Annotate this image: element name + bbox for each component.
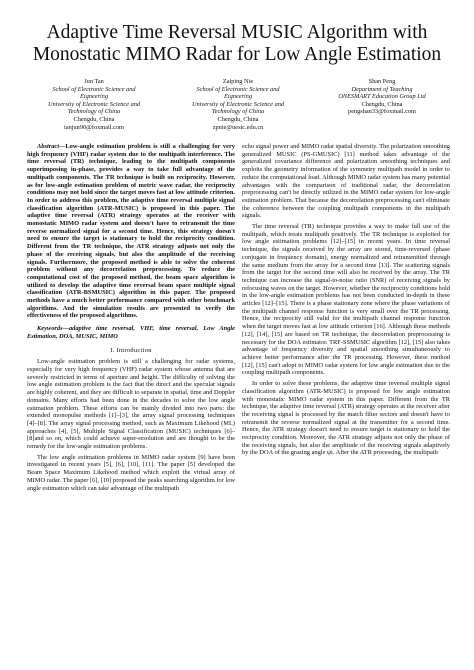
- body-paragraph: In order to solve these problems, the adaptive time reversal multiple signal classification algorithm (ATR-MUSIC) is proposed for low angle estimation with monostatic MIMO radar system in this paper. Different from the TR technique, the adaptive time reversal (ATR) strategy operates at the receiver after the receiving signal is processed by the match filter sectors and doesn't have to retransmit the reverse normalized signal at the transmitter for a second time. Hence, the ATR strategy doesn't need to ensure target is stationary to hold the reciprocity condition. Moreover, the ATR strategy adjusts not only the phase of the receiving signals, but also the amplitude of the receiving signals adaptively by the DOA of the grazing angle ψi. After the ATR processing, the multipath: [242, 380, 450, 457]
- body-paragraph: The low angle estimation problems in MIMO radar system [9] have been investigated in recent years [5], [6], [10], [11]. The paper [5] developed the Beam Space Maximum Likehood method which exploit the virtual array of MIMO radar. The paper [6], [10] proposed the peaks searching algorithm for low angle estimation which can take advantage of the multipath: [27, 453, 235, 492]
- keywords-text: —adaptive time reversal, VHF, time reversal, Low Angle Estimation, DOA, MUSIC, MIMO: [27, 325, 235, 340]
- body-paragraph: echo signal power and MIMO radar spatial diversity. The polarization smoothing generalized MUSIC (PS-GMUSIC) [11] method takes advantage of the generalized covariance difference and polarization smoothing techniques and exploits the geometry information of the symmetry multipath model in order to reduce the computational load. Although MIMO radar system has many potential advantages with the comparison of traditional radar, the decorrelation preprocessing can't be directly utilized in the MIMO radar system for low-angle estimation problem. That because the decorrelation preprocessing can't eliminate the coherence between the coupling multipath components in the multipath signals.: [242, 143, 450, 220]
- abstract-label: Abstract: [37, 143, 60, 150]
- keywords-label: Keywords: [37, 325, 63, 333]
- author-city: Chengdu, China: [217, 115, 259, 123]
- author-affiliation: Technology of China: [211, 108, 265, 116]
- abstract-text: —Low-angle estimation problem is still a challenging for very high frequency (VHF) radar system due to the multipath interference. The time reversal (TR) technique, leading to the multipath components superimposing in-phase, provides a way to take full advantage of the multipath components. The TR technique is built on reciprocity. However, as for low-angle estimation problem of metric wave radar, the reciprocity conditions may not hold since the target moves fast at low attitude criterion. In order to address this problem, the adaptive time reversal multiple signal classification algorithm (ATR-MUSIC) is proposed in this paper. The adaptive time reversal (ATR) strategy operates at the receiver with monostatic MIMO radar system and doesn't have to retransmit the time reverse normalized signal for a second time. Hence, this strategy doesn't need to ensure the target is stationary to hold the reciprocity condition. Different from the TR technique, the ATR strategy adjusts not only the phase of the receiving signals, but also the amplitude of the receiving signals. Furthermore, the proposed method is able to solve the coherent problem without any decorrelation preprocessing. To reduce the computational cost of the proposed method, the beam space algorithm is utilized to develop the adaptive time reversal beam space multiple signal classification (ATR-BSMUSIC) algorithm in this paper. The proposed methods have a much better performance compared with other benchmark algorithms. And the simulation results are presented to verify the effectiveness of the proposed algorithms.: [27, 143, 235, 320]
- author-name: Zaiping Nie: [222, 78, 254, 85]
- abstract: [27, 143, 235, 320]
- author-email[interactable]: zpnie@uestc.edu.cn: [212, 123, 264, 131]
- author-block: [26, 78, 450, 131]
- author-2: [170, 78, 306, 131]
- right-column: [242, 143, 450, 460]
- keywords: [27, 325, 235, 340]
- author-affiliation: ONESMART Education Group Ltd: [338, 93, 426, 101]
- author-affiliation: Eigneering: [224, 93, 252, 101]
- author-name: Jun Tan: [84, 78, 104, 85]
- author-email[interactable]: pengshan33@foxmail.com: [348, 108, 416, 116]
- author-city: Chengdu, China: [73, 115, 115, 123]
- author-affiliation: Department of Teaching: [351, 85, 413, 93]
- author-1: [26, 78, 162, 131]
- left-column: [27, 143, 235, 495]
- author-3: [314, 78, 450, 131]
- author-city: Chengdu, China: [361, 100, 403, 108]
- author-affiliation: School of Electronic Science and: [196, 85, 280, 93]
- author-affiliation: Technology of China: [67, 108, 121, 116]
- author-affiliation: Eigneering: [80, 93, 108, 101]
- body-paragraph: The time reversal (TR) technique provides a way to make full use of the multipath, which treats multipath positively. The TR technique is exploited for low angle estimation problems [12]–[15] in recent years. In time reversal technique, the signals received by the array are stored, time-reversed (phase conjugate in frequency domain), energy normalized and retransmitted through the same medium from the array for a second time [13]. The scattering signals from the target for the second time will also be received by the array. The TR technique can increase the signal-to-noise ratio (SNR) of receiving signals by refocusing waves on the target. However, whether the reciprocity conditions hold in the low-angle estimation problems has not been conducted in-depth in these articles [12]–[15]. There is a phase stationary zone where the phase variations of the multipath channel response function is very small over the TR processing. Hence, the reciprocity still valid for the multipath channel response function when the target moves fast at low attitude criterion [16]. Although these methods [12], [14], [15] are based on TR technique, the decorrelation preprocessing is necessary for the DOA estimator. TRF-SSMUSIC algorithm [12], [15] also takes advantage of frequency diversity and spatial smoothing simultaneously to achieve better performance after the TR processing. However, these method [12], [15] can't adopt to MIMO radar system for low angle estimation due to the coupling multipath components.: [242, 223, 450, 377]
- author-affiliation: School of Electronic Science and: [52, 85, 136, 93]
- paper-title: Adaptive Time Reversal MUSIC Algorithm with Monostatic MIMO Radar for Low Angle Estimation: [32, 22, 442, 65]
- author-affiliation: University of Electronic Science and: [47, 100, 141, 108]
- body-paragraph: Low-angle estimation problem is still a challenging for radar systems, especially for very high frequency (VHF) radar system whose antenna that are severely restricted in terms of aperture and height. The difficulty of solving the low angle estimation problem is the fact that the direct and the specular signals are highly coherent, and they are difficult to separate in spatial, time and Doppler domains. Many efforts had been done in the decades to solve the low angle estimation problem. These efforts can be mainly divided into two parts: the extended monopulse methods [1]–[3], the array signal processing techniques [4]–[8]. The array signal processing method, such as Maximum Likehood (ML) approaches [4], [5], Multiple Signal Classification (MUSIC) techniques [6]–[8]and so on, which could achieve super-resolution and are thought to be the remedy for the low-angle estimation problems.: [27, 358, 235, 451]
- author-affiliation: University of Electronic Science and: [191, 100, 285, 108]
- author-email[interactable]: tanjun90@foxmail.com: [64, 123, 124, 131]
- author-name: Shan Peng: [368, 78, 396, 85]
- section-heading: I. Introduction: [110, 346, 152, 354]
